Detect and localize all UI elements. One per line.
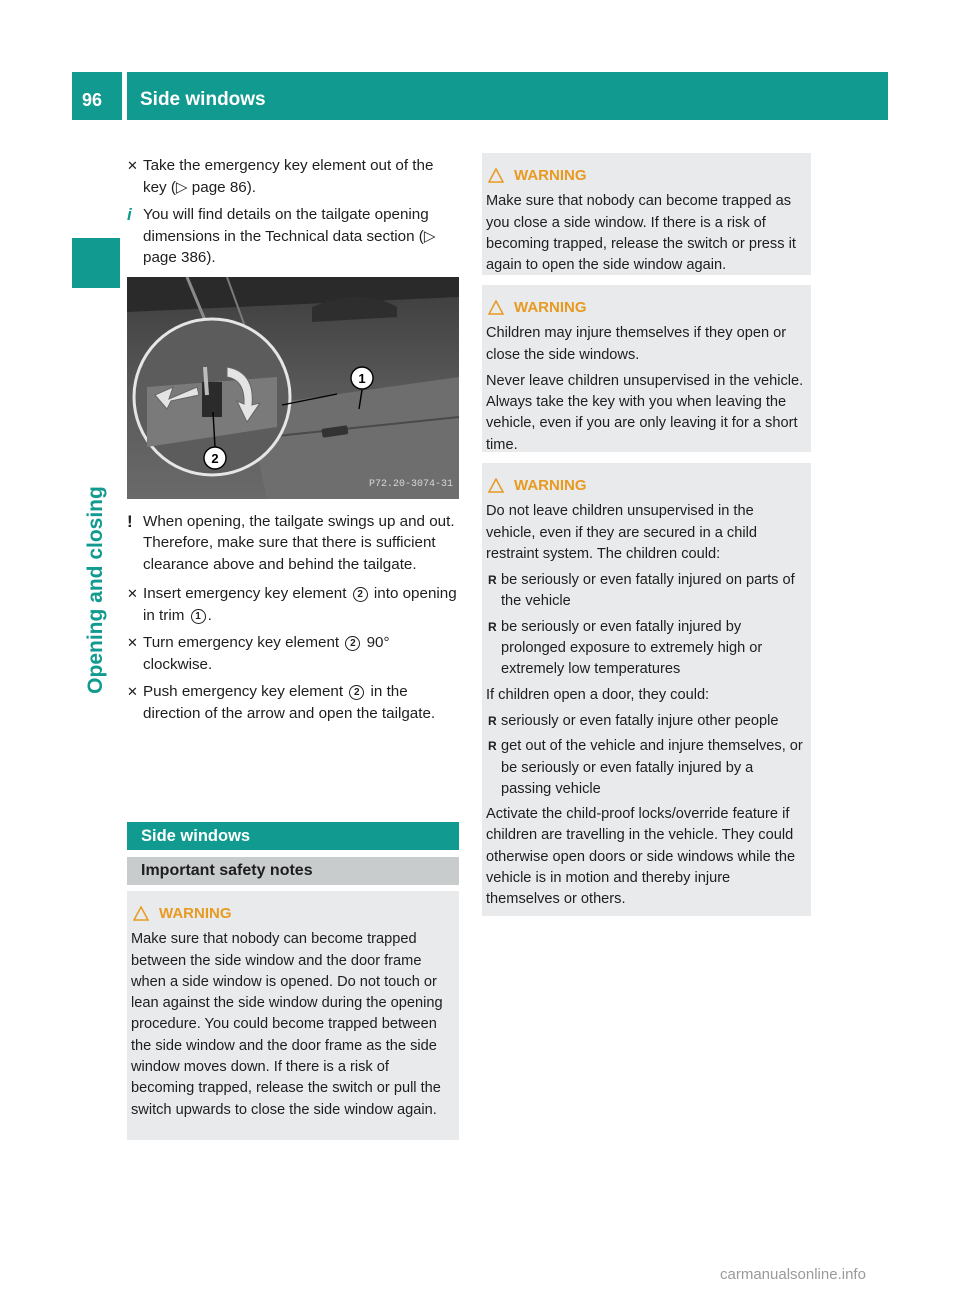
- bullet-icon: R: [488, 739, 497, 754]
- step-arrow-icon: ✕: [127, 635, 138, 650]
- step-take-key: ✕ Take the emergency key element out of the key (▷ page 86).: [127, 155, 459, 198]
- step-turn-key: ✕ Turn emergency key element 2 90° clockwise.: [127, 632, 459, 675]
- left-column: [127, 155, 459, 730]
- watermark: carmanualsonline.info: [720, 1266, 866, 1283]
- warning-label: WARNING: [159, 905, 232, 922]
- warning-label: WARNING: [514, 477, 587, 494]
- warning-text-1: Children may injure themselves if they open or close the side windows.: [486, 325, 787, 363]
- warning-triangle-icon: [488, 478, 504, 493]
- warning-intro: Do not leave children unsupervised in the vehicle, even if they are secured in a child restraint system. The children could:: [486, 503, 757, 562]
- callout-1-ref: 1: [191, 609, 206, 624]
- chapter-label: Opening and closing: [84, 486, 107, 694]
- exclamation-icon: !: [127, 511, 133, 531]
- photo-reference-code: P72.20-3074-31: [368, 479, 453, 490]
- warning-triangle-icon: [488, 168, 504, 183]
- chapter-tab-marker: [72, 238, 120, 288]
- callout-1-label: 1: [358, 370, 366, 386]
- warning-mid: If children open a door, they could:: [486, 686, 710, 703]
- header-divider: [122, 72, 127, 120]
- tailgate-illustration: [127, 277, 459, 499]
- page-number: 96: [82, 90, 103, 110]
- warning-text: Make sure that nobody can become trapped between the side window and the door frame when a side window is opened. Do not touch or lean against the side window during the opening procedure. You could become trapped between the side window and the door frame as the side window moves down. If there is a risk of becoming trapped, release the switch or pull the switch upwards to close the side window again.: [131, 931, 443, 1118]
- tailgate-photo: [127, 277, 459, 499]
- step-arrow-icon: ✕: [127, 684, 138, 699]
- warning-label: WARNING: [514, 299, 587, 316]
- section-heading: Side windows: [127, 822, 459, 850]
- step-arrow-icon: ✕: [127, 158, 138, 173]
- warning-outro: Activate the child-proof locks/override feature if children are travelling in the vehicle. They could otherwise open doors or side windows while the vehicle is in motion and thereby injure themselves or others.: [486, 806, 796, 908]
- bullet-icon: R: [488, 713, 497, 728]
- caution-note: ! When opening, the tailgate swings up and out. Therefore, make sure that there is sufficient clearance above and behind the tailgate.: [127, 511, 459, 576]
- step-arrow-icon: ✕: [127, 586, 138, 601]
- list-item: R be seriously or even fatally injured by prolonged exposure to extremely high or extremely low temperatures: [486, 617, 807, 681]
- warning-triangle-icon: [488, 300, 504, 315]
- bullet-icon: R: [488, 573, 497, 588]
- step-insert-key: ✕ Insert emergency key element 2 into opening in trim 1 .: [127, 583, 459, 626]
- warning-text: Make sure that nobody can become trapped as you close a side window. If there is a risk of becoming trapped, release the switch or press it again to open the side window again.: [486, 193, 796, 274]
- warning-triangle-icon: [133, 906, 149, 921]
- callout-2-ref: 2: [349, 685, 364, 700]
- callout-2-ref: 2: [345, 636, 360, 651]
- list-item: R get out of the vehicle and injure themselves, or be seriously or even fatally injured by a passing vehicle: [486, 736, 807, 800]
- callout-2-ref: 2: [353, 587, 368, 602]
- warning-box-4: [482, 463, 811, 916]
- warning-box-2: [482, 153, 811, 275]
- warning-label: WARNING: [514, 167, 587, 184]
- step-push-key: ✕ Push emergency key element 2 in the direction of the arrow and open the tailgate.: [127, 681, 459, 724]
- warning-text-2: Never leave children unsupervised in the vehicle. Always take the key with you when leaving the vehicle, even if you are only leaving it for a short time.: [486, 372, 804, 453]
- page-title: Side windows: [140, 89, 266, 110]
- bullet-icon: R: [488, 619, 497, 634]
- list-item: R seriously or even fatally injure other people: [486, 711, 807, 732]
- subsection-heading: Important safety notes: [127, 857, 459, 885]
- callout-2-label: 2: [211, 450, 219, 466]
- info-icon: i: [127, 205, 132, 224]
- warning-box-3: [482, 285, 811, 452]
- list-item: R be seriously or even fatally injured on parts of the vehicle: [486, 570, 807, 613]
- info-note: i You will find details on the tailgate opening dimensions in the Technical data section (▷ page 386).: [127, 204, 459, 269]
- warning-box-1: [127, 891, 459, 1140]
